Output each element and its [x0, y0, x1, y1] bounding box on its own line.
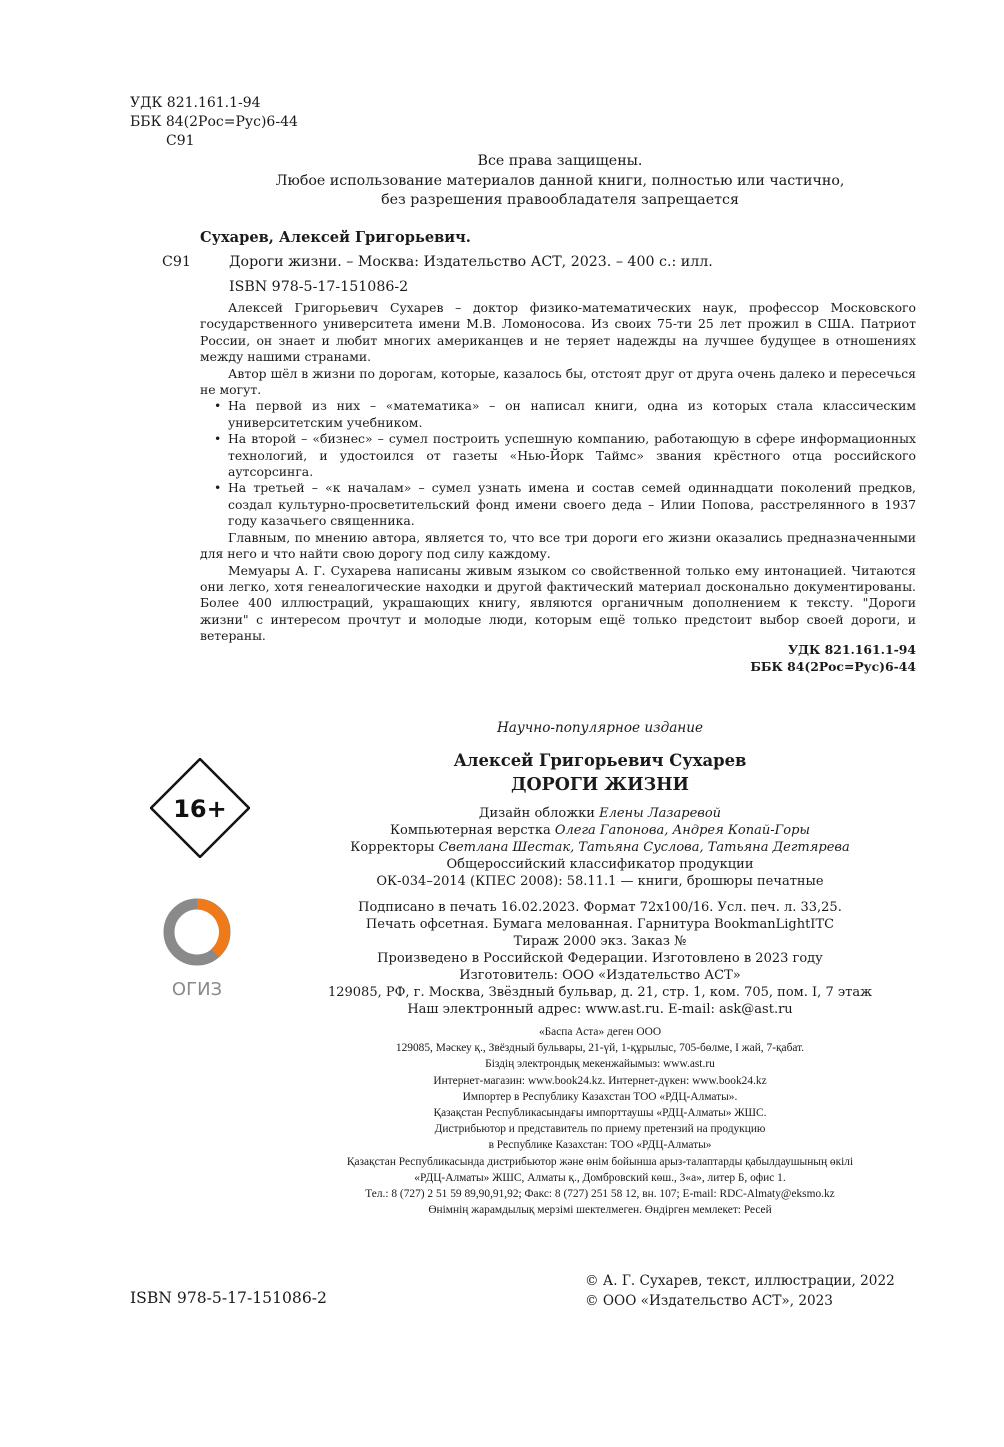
age-rating-text: 16+: [173, 795, 227, 823]
print-info: Наш электронный адрес: www.ast.ru. E-mail: ask@ast.ru: [407, 1002, 793, 1017]
copyright-block: [585, 1272, 895, 1311]
annotation-paragraph: Алексей Григорьевич Сухарев – доктор физико-математических наук, профессор Московского государственного университета имени М.В. Ломоносова. Из своих 75-ти 25 лет прожил в США. Патриот России, он знает и любит многих американцев и не теряет надежды на лучшее будущее в отношениях между нашими странами.: [200, 300, 916, 365]
annotation-paragraph: Главным, по мнению автора, является то, что все три дороги его жизни оказались предназначенными для него и что найти свою дорогу под силу каждому.: [200, 529, 916, 562]
kz-line: Қазақстан Республикасында дистрибьютор және өнім бойынша арыз-талаптарды қабылдаушының өкілі: [346, 1155, 854, 1168]
publisher-logo: [160, 895, 240, 1005]
kz-line: Қазақстан Республикасындағы импорттаушы «РДЦ-Алматы» ЖШС.: [433, 1107, 767, 1120]
kz-line: 129085, Мәскеу қ., Звёздный бульвары, 21-үй, 1-құрылыс, 705-бөлме, I жай, 7-қабат.: [395, 1042, 805, 1055]
list-item: • На первой из них – «математика» – он написал книги, одна из которых стала классическим университетским учебником.: [200, 398, 916, 431]
annotation-paragraph: Автор шёл в жизни по дорогам, которые, казалось бы, отстоят друг от друга очень далеко и пересечься не могут.: [200, 365, 916, 398]
bbk-code-bold: ББК 84(2Рос=Рус)6-44: [750, 659, 916, 674]
classifier-line: Общероссийский классификатор продукции: [446, 857, 754, 872]
proofreaders-credit: Корректоры Светлана Шестак, Татьяна Суслова, Татьяна Дегтярева: [350, 840, 850, 855]
annotation-paragraph: Мемуары А. Г. Сухарева написаны живым языком со свойственной только ему интонацией. Читаются они легко, хотя генеалогические находки и другой фактический материал досконально документированы. Более 400 иллюстраций, украшающих книгу, являются органичным дополнением к тексту. "Дороги жизни" с интересом прочтут и молодые люди, которым ещё только предстоит выбор своей дороги, и ветераны.: [200, 562, 916, 644]
print-info: Подписано в печать 16.02.2023. Формат 72x100/16. Усл. печ. л. 33,25.: [358, 900, 842, 915]
footer-isbn: ISBN 978-5-17-151086-2: [130, 1289, 327, 1307]
kz-line: в Республике Казахстан: ТОО «РДЦ-Алматы»: [488, 1139, 712, 1152]
print-info: 129085, РФ, г. Москва, Звёздный бульвар, д. 21, стр. 1, ком. 705, пом. I, 7 этаж: [327, 985, 873, 1000]
bib-isbn: ISBN 978-5-17-151086-2: [229, 279, 409, 295]
rights-line-1: Все права защищены.: [477, 153, 643, 169]
bbk-code: ББК 84(2Рос=Рус)6-44: [130, 114, 298, 130]
udk-block: [750, 641, 916, 675]
bib-cutter: С91: [162, 254, 191, 270]
list-item: • На второй – «бизнес» – сумел построить успешную компанию, работающую в сфере информационных технологий, и удостоился от газеты «Нью-Йорк Таймс» звания крёстного отца российского аутсорсинга.: [200, 431, 916, 480]
logo-text: ОГИЗ: [171, 979, 223, 1000]
rights-line-3: без разрешения правообладателя запрещается: [381, 192, 739, 208]
udk-code-bold: УДК 821.161.1-94: [787, 642, 916, 657]
print-info: Печать офсетная. Бумага мелованная. Гарнитура BookmanLightITC: [365, 917, 835, 932]
copyright-line: © ООО «Издательство АСТ», 2023: [585, 1292, 833, 1309]
imprint-credits: [280, 805, 920, 1018]
book-title: ДОРОГИ ЖИЗНИ: [511, 775, 689, 795]
bib-title-line: Дороги жизни. – Москва: Издательство АСТ, 2023. – 400 с.: илл.: [229, 254, 713, 270]
layout-credit: Компьютерная верстка Олега Гапонова, Андрея Копай-Горы: [390, 823, 810, 838]
edition-type: Научно-популярное издание: [496, 720, 704, 736]
kz-line: Интернет-магазин: www.book24.kz. Интернет-дүкен: www.book24.kz: [433, 1074, 767, 1087]
copyright-line: © А. Г. Сухарев, текст, иллюстрации, 2022: [585, 1273, 895, 1289]
print-info: Изготовитель: ООО «Издательство АСТ»: [459, 968, 741, 983]
print-info: Произведено в Российской Федерации. Изготовлено в 2023 году: [377, 951, 823, 966]
cutter-code: С91: [166, 133, 195, 149]
classifier-line: ОК-034–2014 (КПЕС 2008): 58.11.1 — книги, брошюры печатные: [376, 874, 824, 889]
bib-author: Сухарев, Алексей Григорьевич.: [200, 229, 471, 246]
udk-code: УДК 821.161.1-94: [130, 95, 261, 111]
kz-line: Импортер в Республику Казахстан ТОО «РДЦ-Алматы».: [462, 1090, 738, 1103]
kz-line: «РДЦ-Алматы» ЖШС, Алматы қ., Домбровский көш., 3«а», литер Б, офис 1.: [414, 1171, 786, 1184]
kz-line: Біздің электрондық мекенжайымыз: www.ast.ru: [485, 1058, 715, 1071]
classification-codes: [130, 94, 298, 151]
list-item: • На третьей – «к началам» – сумел узнать имена и состав семей одиннадцати поколений предков, создал культурно-просветительский фонд имени своего деда – Илии Попова, расстрелянного в 1937 году казачьего священника.: [200, 480, 916, 529]
kz-line: Өнімнің жарамдылық мерзімі шектелмеген. Өндірген мемлекет: Ресей: [428, 1204, 772, 1217]
age-rating-badge: [150, 758, 250, 858]
print-info: Тираж 2000 экз. Заказ №: [513, 934, 687, 949]
kz-line: Тел.: 8 (727) 2 51 59 89,90,91,92; Факс: 8 (727) 251 58 12, вн. 107; E-mail: RDC-Almaty@eksmo.kz: [365, 1188, 835, 1201]
kz-line: Дистрибьютор и представитель по приему претензий на продукцию: [434, 1123, 766, 1136]
book-author: Алексей Григорьевич Сухарев: [453, 751, 747, 770]
annotation: [200, 300, 916, 645]
kz-distribution-block: [250, 1024, 950, 1218]
cover-credit: Дизайн обложки Елены Лазаревой: [478, 806, 722, 821]
annotation-list: [200, 398, 916, 529]
rights-line-2: Любое использование материалов данной книги, полностью или частично,: [275, 172, 845, 189]
rights-notice: [200, 152, 920, 211]
kz-line: «Баспа Аста» деген ООО: [538, 1026, 662, 1038]
